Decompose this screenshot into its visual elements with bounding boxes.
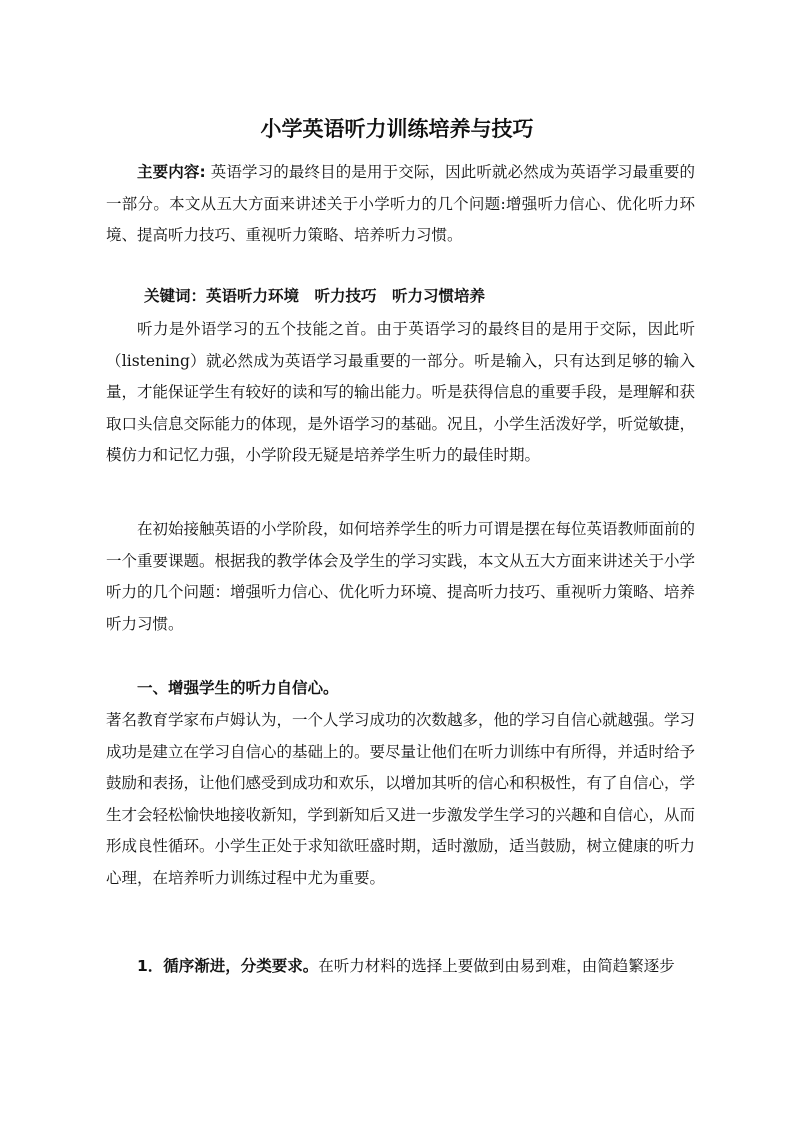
- purpose-paragraph: 在初始接触英语的小学阶段，如何培养学生的听力可谓是摆在每位英语教师面前的一个重要课题。根据我的教学体会及学生的学习实践，本文从五大方面来讲述关于小学听力的几个问题：增强听力信心、优化听力环境、提高听力技巧、重视听力策略、培养听力习惯。: [106, 520, 696, 633]
- document-title: 小学英语听力训练培养与技巧: [260, 117, 534, 141]
- confidence-paragraph: 著名教育学家布卢姆认为，一个人学习成功的次数越多，他的学习自信心就越强。学习成功是建立在学习自信心的基础上的。要尽量让他们在听力训练中有所得，并适时给予鼓励和表扬，让他们感受到成功和欢乐，以增加其听的信心和积极性，有了自信心，学生才会轻松愉快地接收新知，学到新知后又进一步激发学生学习的兴趣和自信心，从而形成良性循环。小学生正处于求知欲旺盛时期，适时激励，适当鼓励，树立健康的听力心理，在培养听力训练过程中尤为重要。: [106, 711, 696, 887]
- item-1-label: 1．循序渐进，分类要求。: [137, 957, 319, 975]
- section-1-heading: 一、增强学生的听力自信心。: [137, 679, 339, 697]
- keywords-line: 关键词：英语听力环境 听力技巧 听力习惯培养: [144, 287, 486, 305]
- abstract-paragraph: [106, 157, 695, 252]
- intro-paragraph: 听力是外语学习的五个技能之首。由于英语学习的最终目的是用于交际，因此听（listening）就必然成为英语学习最重要的一部分。听是输入，只有达到足够的输入量，才能保证学生有较好的读和写的输出能力。听是获得信息的重要手段，是理解和获取口头信息交际能力的体现，是外语学习的基础。况且，小学生活泼好学，听觉敏捷，模仿力和记忆力强，小学阶段无疑是培养学生听力的最佳时期。: [106, 320, 696, 464]
- item-1-text: 在听力材料的选择上要做到由易到难，由简趋繁逐步: [318, 957, 675, 975]
- abstract-label: 主要内容:: [137, 163, 206, 181]
- abstract-text: 英语学习的最终目的是用于交际，因此听就必然成为英语学习最重要的一部分。本文从五大方面来讲述关于小学听力的几个问题:增强听力信心、优化听力环境、提高听力技巧、重视听力策略、培养听力习惯。: [106, 163, 695, 244]
- item-1-paragraph: [106, 951, 695, 983]
